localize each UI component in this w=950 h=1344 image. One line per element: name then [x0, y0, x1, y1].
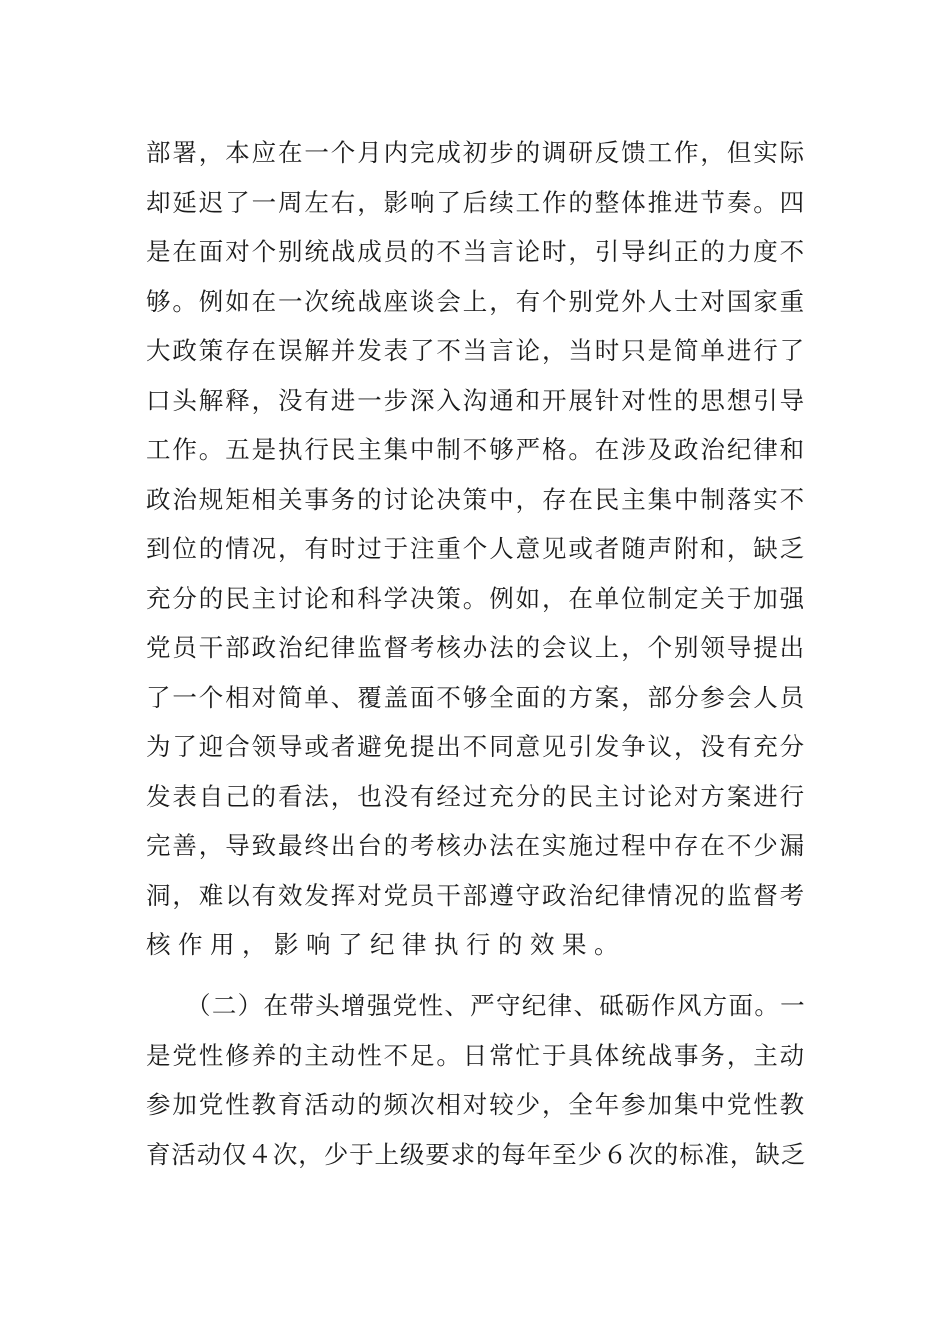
text-line: 口头解释，没有进一步深入沟通和开展针对性的思想引导 — [146, 386, 806, 415]
text-line: 大政策存在误解并发表了不当言论，当时只是简单进行了 — [146, 336, 806, 365]
text-line: 到位的情况，有时过于注重个人意见或者随声附和，缺乏 — [146, 534, 806, 563]
text-line: 是在面对个别统战成员的不当言论时，引导纠正的力度不 — [146, 237, 806, 266]
text-line: 工作。五是执行民主集中制不够严格。在涉及政治纪律和 — [146, 435, 806, 464]
text-line: 政治规矩相关事务的讨论决策中，存在民主集中制落实不 — [146, 485, 806, 514]
text-line: 为了迎合领导或者避免提出不同意见引发争议，没有充分 — [146, 732, 806, 761]
text-line: 洞，难以有效发挥对党员干部遵守政治纪律情况的监督考 — [146, 881, 806, 910]
text-line: 了一个相对简单、覆盖面不够全面的方案，部分参会人员 — [146, 683, 806, 712]
text-line: 够。例如在一次统战座谈会上，有个别党外人士对国家重 — [146, 287, 806, 316]
text-line: 部署，本应在一个月内完成初步的调研反馈工作，但实际 — [146, 138, 806, 167]
text-line: 完善，导致最终出台的考核办法在实施过程中存在不少漏 — [146, 831, 806, 860]
text-line: 是党性修养的主动性不足。日常忙于具体统战事务，主动 — [146, 1041, 806, 1070]
text-line: 育活动仅４次，少于上级要求的每年至少６次的标准，缺乏 — [146, 1140, 806, 1169]
text-line: 参加党性教育活动的频次相对较少，全年参加集中党性教 — [146, 1090, 806, 1119]
text-line: 发表自己的看法，也没有经过充分的民主讨论对方案进行 — [146, 782, 806, 811]
text-line: 核作用，影响了纪律执行的效果。 — [146, 930, 626, 959]
text-line: （二）在带头增强党性、严守纪律、砥砺作风方面。一 — [186, 991, 806, 1020]
text-line: 充分的民主讨论和科学决策。例如，在单位制定关于加强 — [146, 584, 806, 613]
text-line: 却延迟了一周左右，影响了后续工作的整体推进节奏。四 — [146, 188, 806, 217]
text-line: 党员干部政治纪律监督考核办法的会议上，个别领导提出 — [146, 633, 806, 662]
